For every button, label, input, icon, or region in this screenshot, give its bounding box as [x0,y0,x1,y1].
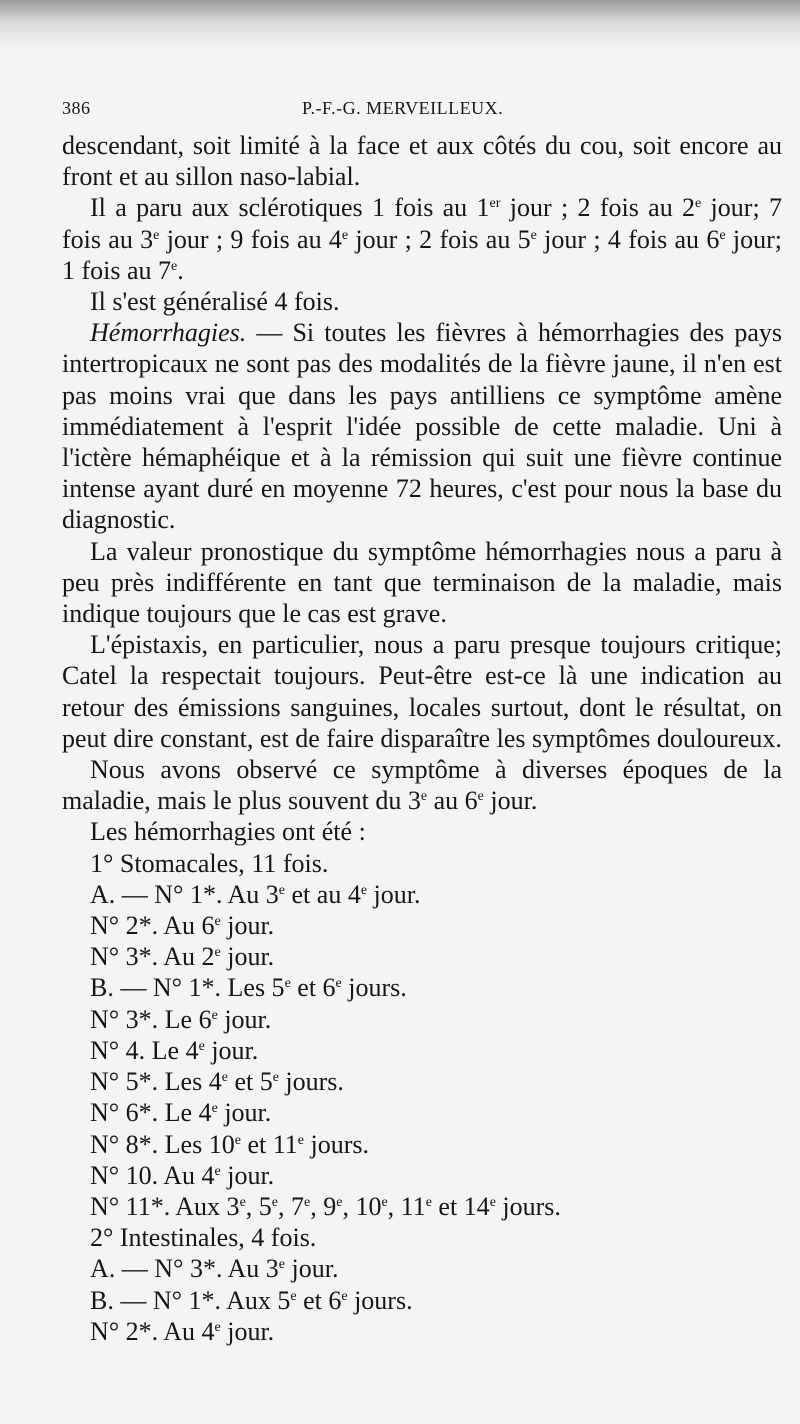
paragraph: N° 11*. Aux 3e, 5e, 7e, 9e, 10e, 11e et 14e jours. [90,1191,561,1221]
running-title: P.-F.-G. MERVEILLEUX. [302,98,504,118]
paragraph: N° 2*. Au 4e jour. [90,1316,275,1346]
paragraph: B. — N° 1*. Aux 5e et 6e jours. [90,1285,413,1315]
page-number: 386 [62,98,91,118]
paragraph: 2° Intestinales, 4 fois. [90,1223,317,1253]
page-text [62,130,782,1347]
paragraph: 1° Stomacales, 11 fois. [90,848,329,878]
paragraph: N° 6*. Le 4e jour. [90,1098,272,1128]
running-header [62,98,740,126]
paragraph: N° 3*. Le 6e jour. [90,1004,272,1034]
paragraph: Hémorrhagies. — Si toutes les fièvres à hémorrhagies des pays intertropicaux ne sont pas des modalités de la fièvre jaune, il n'en est pas moins vrai que dans les pays antilliens ce symptôme amène immédiatement à l'esprit l'idée possible de cette maladie. Uni à l'ictère hémaphéique et à la rémission qui suit une fièvre continue intense ayant duré en moyenne 72 heures, c'est pour nous la base du diagnostic. [62,318,782,535]
paragraph: N° 4. Le 4e jour. [90,1035,259,1065]
paragraph: Les hémorrhagies ont été : [90,817,366,847]
paragraph: B. — N° 1*. Les 5e et 6e jours. [90,973,407,1003]
paragraph: N° 5*. Les 4e et 5e jours. [90,1067,344,1097]
paragraph: descendant, soit limité à la face et aux côtés du cou, soit encore au front et au sillon naso-labial. [62,131,782,192]
paragraph: A. — N° 3*. Au 3e jour. [90,1254,339,1284]
paragraph: Il s'est généralisé 4 fois. [90,287,340,317]
paragraph: N° 3*. Au 2e jour. [90,942,275,972]
paragraph: Nous avons observé ce symptôme à diverses époques de la maladie, mais le plus souvent du 3e au 6e jour. [62,755,782,816]
paragraph: N° 10. Au 4e jour. [90,1160,275,1190]
paragraph: L'épistaxis, en particulier, nous a paru presque toujours critique; Catel la respectait toujours. Peut-être est-ce là une indication au retour des émissions sanguines, locales surtout, dont le résultat, on peut dire constant, est de faire disparaître les symptômes douloureux. [62,630,782,753]
paragraph: N° 8*. Les 10e et 11e jours. [90,1129,369,1159]
paragraph: Il a paru aux sclérotiques 1 fois au 1er jour ; 2 fois au 2e jour; 7 fois au 3e jour ; 9 fois au 4e jour ; 2 fois au 5e jour ; 4 fois au 6e jour; 1 fois au 7e. [62,193,783,285]
paragraph: A. — N° 1*. Au 3e et au 4e jour. [90,879,421,909]
paragraph: La valeur pronostique du symptôme hémorrhagies nous a paru à peu près indifférente en tant que terminaison de la maladie, mais indique toujours que le cas est grave. [62,536,782,629]
paragraph: N° 2*. Au 6e jour. [90,911,275,941]
scan-edge [0,0,800,48]
